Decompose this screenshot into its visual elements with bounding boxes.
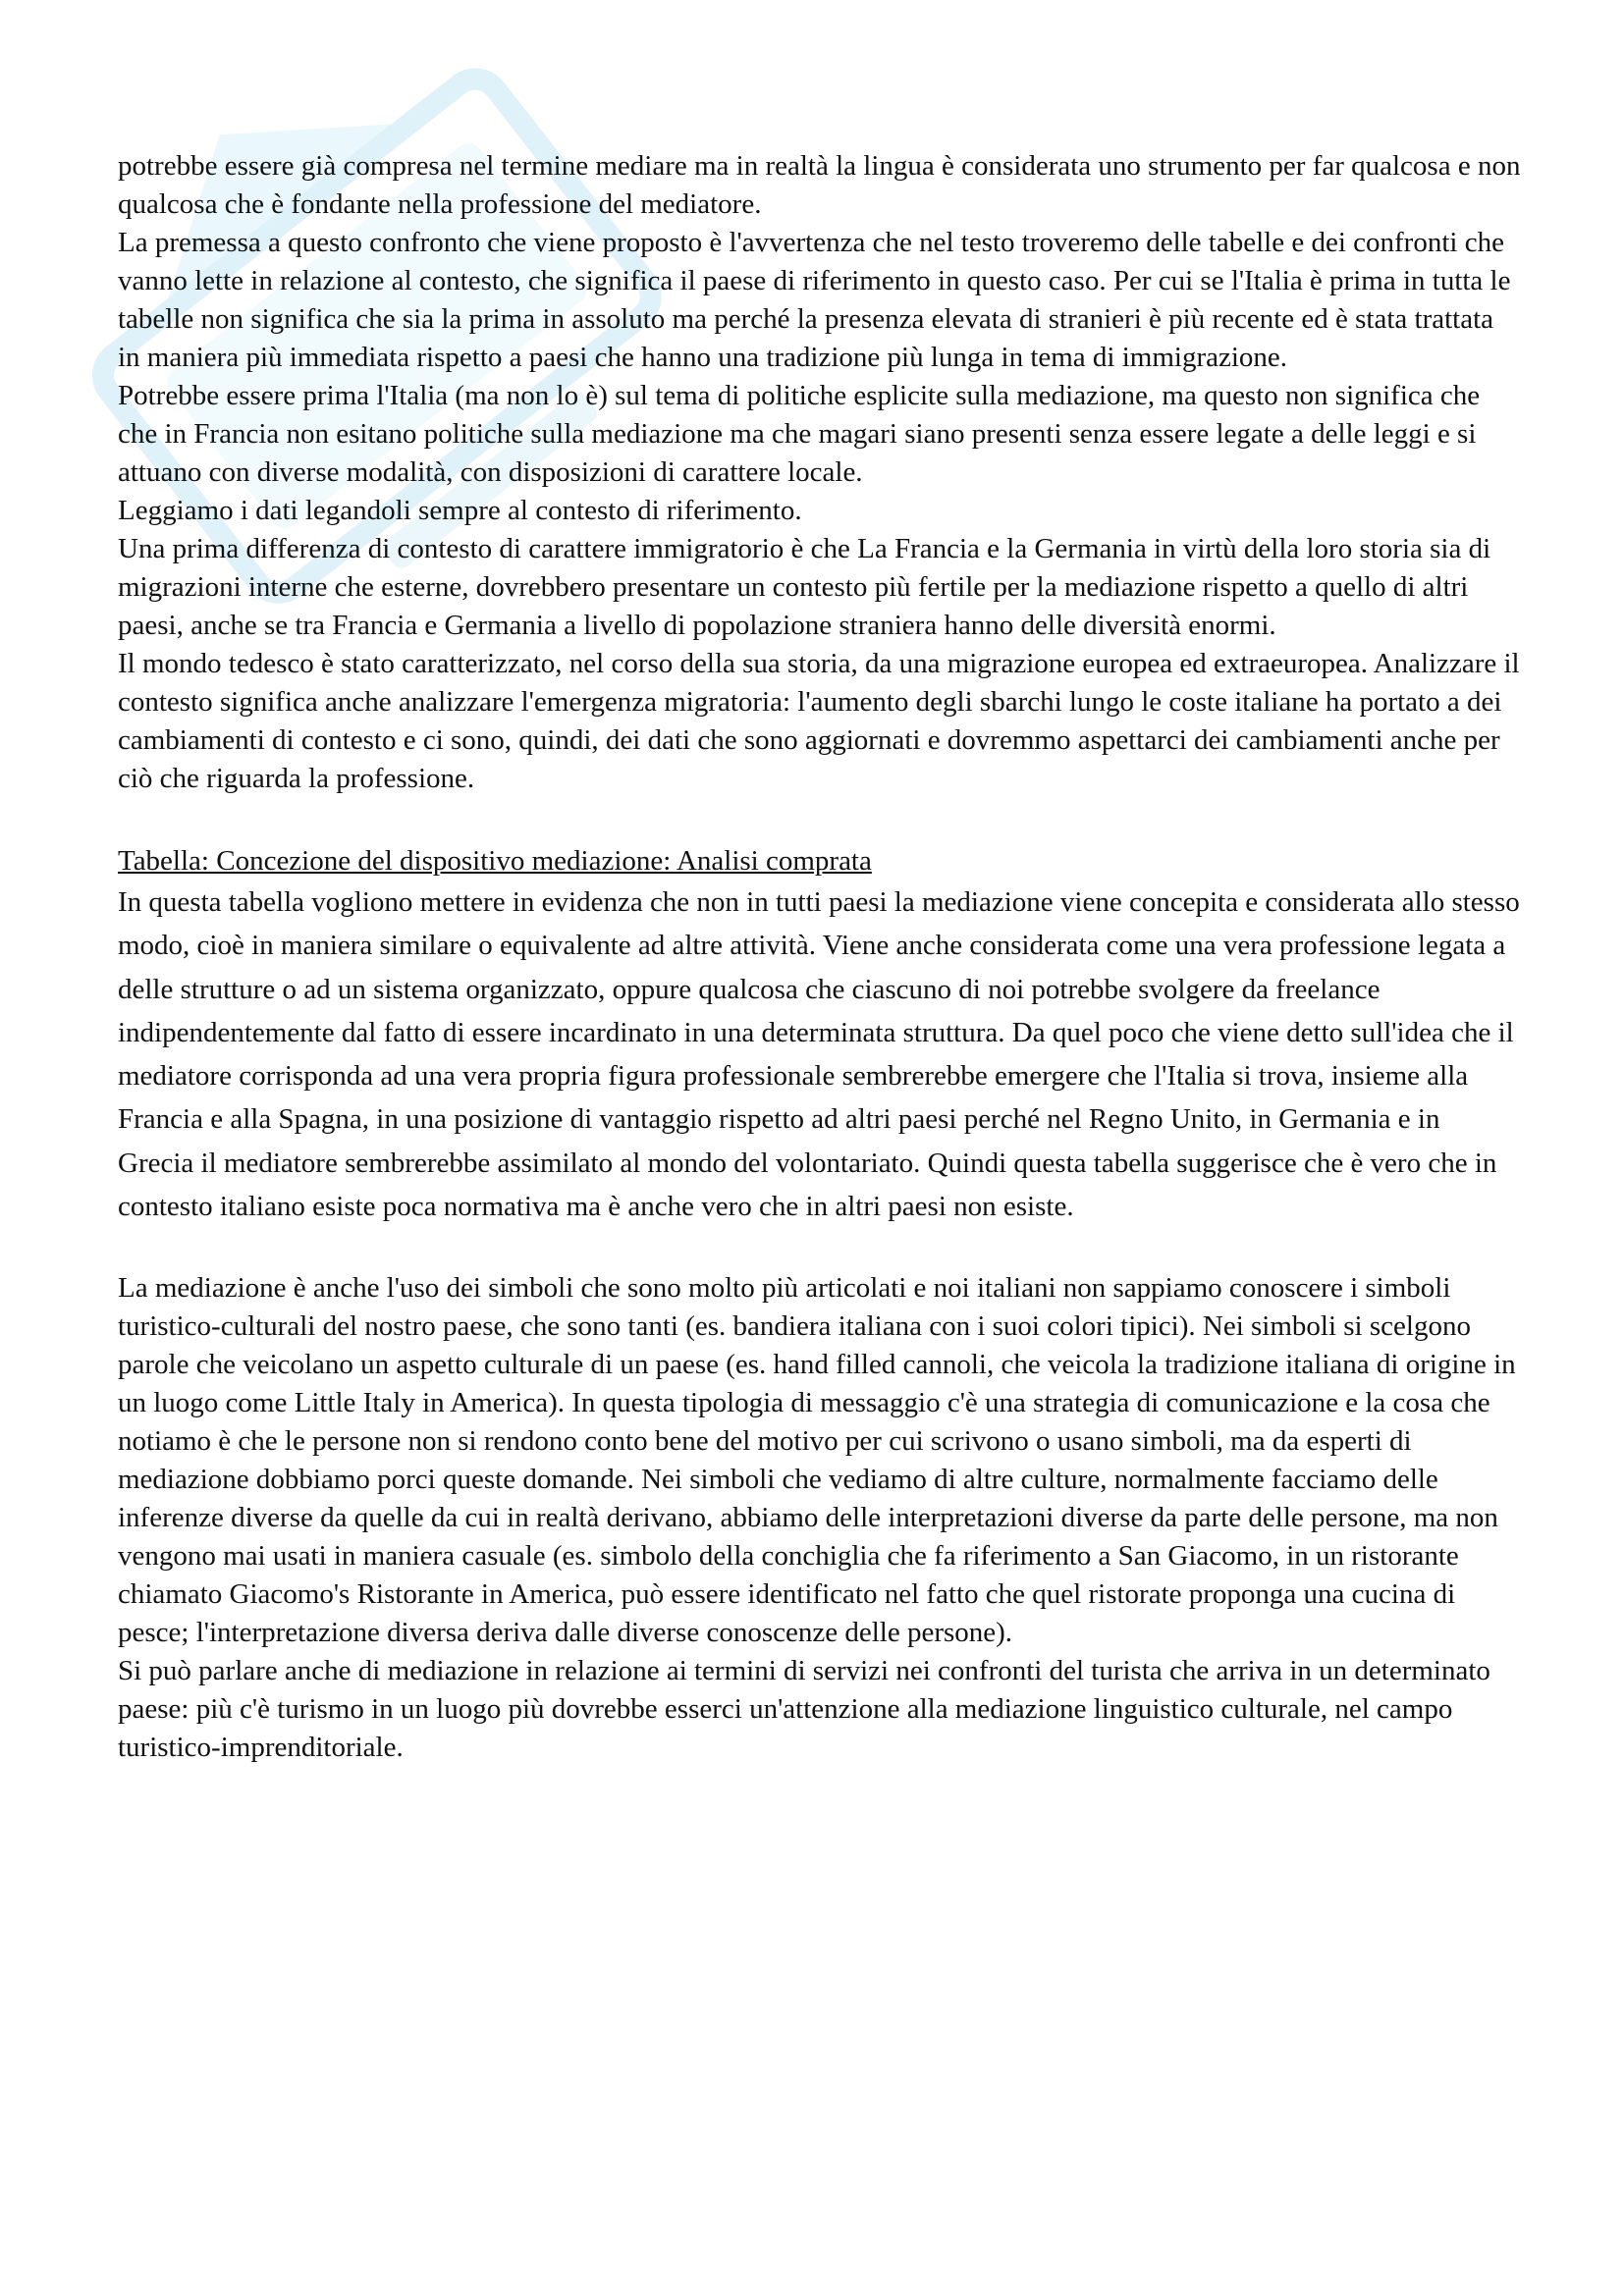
paragraph: Leggiamo i dati legandoli sempre al contesto di riferimento.: [118, 495, 802, 526]
section-symbols: [118, 1269, 1522, 1767]
paragraph: Una prima differenza di contesto di carattere immigratorio è che La Francia e la Germania in virtù della loro storia sia di migrazioni interne che esterne, dovrebbero presentare un contesto più fertile per la mediazione rispetto a quello di altri paesi, anche se tra Francia e Germania a livello di popolazione straniera hanno delle diversità enormi.: [118, 533, 1491, 641]
paragraph: La premessa a questo confronto che viene proposto è l'avvertenza che nel testo troveremo delle tabelle e dei confronti che vanno lette in relazione al contesto, che significa il paese di riferimento in questo caso. Per cui se l'Italia è prima in tutta le tabelle non significa che sia la prima in assoluto ma perché la presenza elevata di stranieri è più recente ed è stata trattata in maniera più immediata rispetto a paesi che hanno una tradizione più lunga in tema di immigrazione.: [118, 227, 1511, 373]
paragraph: potrebbe essere già compresa nel termine mediare ma in realtà la lingua è considerata uno strumento per far qualcosa e non qualcosa che è fondante nella professione del mediatore.: [118, 150, 1521, 220]
paragraph: Si può parlare anche di mediazione in relazione ai termini di servizi nei confronti del turista che arriva in un determinato paese: più c'è turismo in un luogo più dovrebbe esserci un'attenzione alla mediazione linguistico culturale, nel campo turistico-imprenditoriale.: [118, 1655, 1490, 1764]
section-heading: Tabella: Concezione del dispositivo mediazione: Analisi comprata: [118, 845, 872, 877]
paragraph: Potrebbe essere prima l'Italia (ma non lo è) sul tema di politiche esplicite sulla mediazione, ma questo non significa che che in Francia non esitano politiche sulla mediazione ma che magari siano presenti senza essere legate a delle leggi e si attuano con diverse modalità, con disposizioni di carattere locale.: [118, 380, 1481, 488]
paragraph: In questa tabella vogliono mettere in evidenza che non in tutti paesi la mediazione viene concepita e considerata allo stesso modo, cioè in maniera similare o equivalente ad altre attività. Viene anche considerata come una vera professione legata a delle strutture o ad un sistema organizzato, oppure qualcosa che ciascuno di noi potrebbe svolgere da freelance indipendentemente dal fatto di essere incardinato in una determinata struttura. Da quel poco che viene detto sull'idea che il mediatore corrisponda ad una vera propria figura professionale sembrerebbe emergere che l'Italia si trova, insieme alla Francia e alla Spagna, in una posizione di vantaggio rispetto ad altri paesi perché nel Regno Unito, in Germania e in Grecia il mediatore sembrerebbe assimilato al mondo del volontariato. Quindi questa tabella suggerisce che è vero che in contesto italiano esiste poca normativa ma è anche vero che in altri paesi non esiste.: [118, 886, 1520, 1223]
paragraph: Il mondo tedesco è stato caratterizzato, nel corso della sua storia, da una migrazione europea ed extraeuropea. Analizzare il contesto significa anche analizzare l'emergenza migratoria: l'aumento degli sbarchi lungo le coste italiane ha portato a dei cambiamenti di contesto e ci sono, quindi, dei dati che sono aggiornati e dovremmo aspettarci dei cambiamenti anche per ciò che riguarda la professione.: [118, 648, 1520, 794]
section-intro: [118, 147, 1522, 798]
section-table: [118, 842, 1522, 1228]
document-content: [118, 147, 1522, 1767]
paragraph: La mediazione è anche l'uso dei simboli che sono molto più articolati e noi italiani non sappiamo conoscere i simboli turistico-culturali del nostro paese, che sono tanti (es. bandiera italiana con i suoi colori tipici). Nei simboli si scelgono parole che veicolano un aspetto culturale di un paese (es. hand filled cannoli, che veicola la tradizione italiana di origine in un luogo come Little Italy in America). In questa tipologia di messaggio c'è una strategia di comunicazione e la cosa che notiamo è che le persone non si rendono conto bene del motivo per cui scrivono o usano simboli, ma da esperti di mediazione dobbiamo porci queste domande. Nei simboli che vediamo di altre culture, normalmente facciamo delle inferenze diverse da quelle da cui in realtà derivano, abbiamo delle interpretazioni diverse da parte delle persone, ma non vengono mai usati in maniera casuale (es. simbolo della conchiglia che fa riferimento a San Giacomo, in un ristorante chiamato Giacomo's Ristorante in America, può essere identificato nel fatto che quel ristorate proponga una cucina di pesce; l'interpretazione diversa deriva dalle diverse conoscenze delle persone).: [118, 1272, 1516, 1649]
